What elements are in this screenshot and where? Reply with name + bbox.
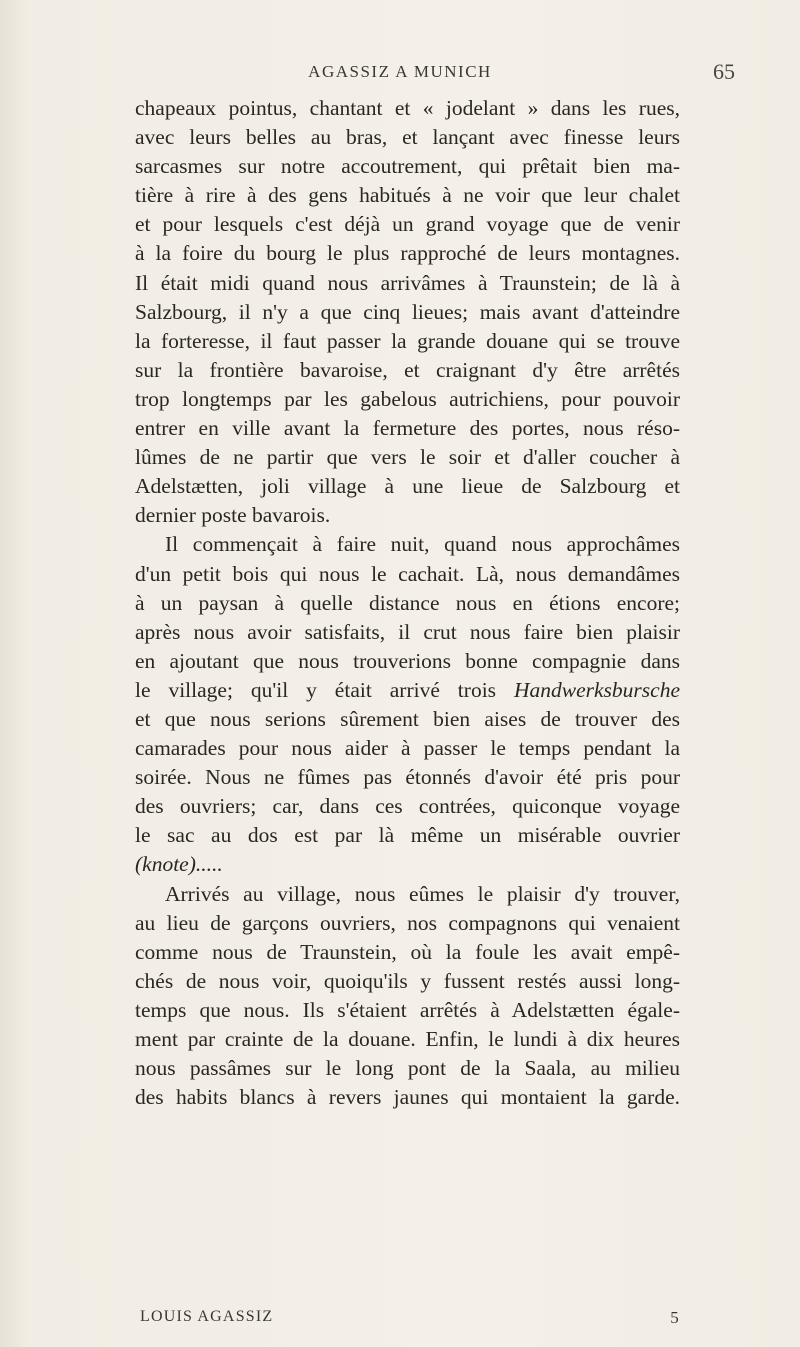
text-line: dernier poste bavarois. [135, 503, 331, 528]
line-text: le village; qu'il y était arrivé trois [135, 677, 497, 702]
page-footer [135, 1308, 680, 1330]
text-line: soirée. Nous ne fûmes pas étonnés d'avoir été pris pour [135, 765, 680, 790]
text-line: la forteresse, il faut passer la grande douane qui se trouve [135, 328, 680, 353]
text-line: et que nous serions sûrement bien aises de trouver des [135, 706, 680, 731]
text-line: au lieu de garçons ouvriers, nos compagnons qui venaient [135, 910, 680, 935]
text-line: chés de nous voir, quoiqu'ils y fussent restés aussi long- [135, 968, 680, 993]
italic-term: Handwerksburschе [513, 677, 680, 702]
paragraph-start-line: Arrivés au village, nous eûmes le plaisir d'y trouver, [165, 881, 680, 906]
text-line: et pour lesquels c'est déjà un grand voyage que de venir [135, 212, 680, 237]
page-number: 65 [713, 59, 735, 84]
text-line: entrer en ville avant la fermeture des portes, nous réso- [135, 416, 680, 441]
body-text [135, 94, 680, 1112]
text-line: chapeaux pointus, chantant et « jodelant » dans les rues, [135, 96, 680, 120]
text-line: temps que nous. Ils s'étaient arrêtés à Adelstætten égale- [135, 997, 680, 1022]
text-line: ment par crainte de la douane. Enfin, le lundi à dix heures [135, 1027, 680, 1051]
text-line: en ajoutant que nous trouverions bonne compagnie dans [135, 648, 680, 673]
text-line: à la foire du bourg le plus rapproché de leurs montagnes. [135, 241, 680, 266]
text-line [135, 850, 680, 879]
text-line: tière à rire à des gens habitués à ne voir que leur chalet [135, 183, 680, 208]
text-line: comme nous de Traunstein, où la foule les avait empê- [135, 939, 680, 964]
text-line: Adelstætten, joli village à une lieue de Salzbourg et [135, 474, 680, 499]
signature-mark: 5 [670, 1308, 680, 1327]
text-line: après nous avoir satisfaits, il crut nous faire bien plaisir [135, 619, 680, 644]
text-line: des ouvriers; car, dans ces contrées, quiconque voyage [135, 794, 680, 819]
text-line: trop longtemps par les gabelous autrichiens, pour pouvoir [135, 386, 680, 411]
text-line: nous passâmes sur le long pont de la Saala, au milieu [135, 1056, 680, 1081]
text-line: d'un petit bois qui nous le cachait. Là, nous demandâmes [135, 561, 680, 586]
text-line: sarcasmes sur notre accoutrement, qui prêtait bien ma- [135, 154, 680, 179]
running-header-title: AGASSIZ A MUNICH [308, 62, 492, 81]
running-header [135, 59, 735, 86]
text-line: lûmes de ne partir que vers le soir et d'aller coucher à [135, 445, 680, 470]
text-line: à un paysan à quelle distance nous en étions encore; [135, 590, 680, 615]
text-line: Il était midi quand nous arrivâmes à Traunstein; de là à [135, 270, 680, 295]
text-line: des habits blancs à revers jaunes qui montaient la garde. [135, 1085, 680, 1110]
text-line: sur la frontière bavaroise, et craignant d'y être arrêtés [135, 357, 680, 382]
footer-author: LOUIS AGASSIZ [140, 1308, 274, 1325]
paragraph-start-line: Il commençait à faire nuit, quand nous approchâmes [165, 532, 680, 557]
text-line: le sac au dos est par là même un misérable ouvrier [135, 823, 680, 848]
text-line: Salzbourg, il n'y a que cinq lieues; mais avant d'atteindre [135, 299, 680, 324]
text-line: camarades pour nous aider à passer le temps pendant la [135, 736, 680, 761]
italic-term: (knote)..... [135, 852, 223, 877]
text-line-with-italic-term [135, 676, 680, 705]
text-line: avec leurs belles au bras, et lançant avec finesse leurs [135, 125, 680, 150]
